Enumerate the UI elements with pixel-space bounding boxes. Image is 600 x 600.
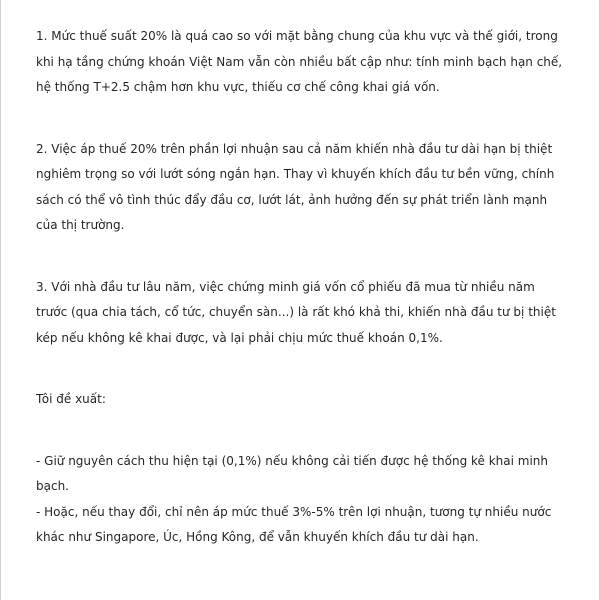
paragraph-2-line-2: nghiêm trọng so với lướt sóng ngắn hạn. Thay vì khuyến khích đầu tư bền vững, chính [36, 167, 555, 181]
proposal-item-2-line-1: - Hoặc, nếu thay đổi, chỉ nên áp mức thuế 3%-5% trên lợi nhuận, tương tự nhiều nước [36, 504, 552, 519]
paragraph-2-line-4: của thị trường. [36, 218, 125, 232]
paragraph-3 [36, 275, 581, 352]
proposal-item-2 [36, 500, 581, 551]
paragraph-1-line-1: 1. Mức thuế suất 20% là quá cao so với mặt bằng chung của khu vực và thế giới, trong [36, 29, 558, 43]
proposal-heading [36, 387, 581, 413]
proposal-item-1-line-1: - Giữ nguyên cách thu hiện tại (0,1%) nếu không cải tiến được hệ thống kê khai minh [36, 453, 549, 468]
paragraph-2-line-3: sách có thể vô tình thúc đẩy đầu cơ, lướt lát, ảnh hưởng đến sự phát triển lành mạnh [36, 192, 548, 207]
proposal-item-1-line-2: bạch. [36, 479, 69, 493]
paragraph-1 [36, 24, 581, 101]
paragraph-spacer [36, 239, 581, 275]
paragraph-spacer [36, 101, 581, 137]
paragraph-2 [36, 137, 581, 239]
paragraph-spacer [36, 351, 581, 387]
paragraph-2-line-1: 2. Việc áp thuế 20% trên phần lợi nhuận sau cả năm khiến nhà đầu tư dài hạn bị thiệt [36, 141, 553, 156]
paragraph-1-line-2: khi hạ tầng chứng khoán Việt Nam vẫn còn nhiều bất cập như: tính minh bạch hạn chế, [36, 54, 563, 69]
proposal-item-2-line-2: khác như Singapore, Úc, Hồng Kông, để vẫn khuyến khích đầu tư dài hạn. [36, 530, 479, 544]
paragraph-3-line-1: 3. Với nhà đầu tư lâu năm, việc chứng minh giá vốn cổ phiếu đã mua từ nhiều năm [36, 279, 535, 294]
paragraph-3-line-2: trước (qua chia tách, cổ tức, chuyển sàn...) là rất khó khả thi, khiến nhà đầu tư bị thiệt [36, 305, 556, 319]
paragraph-spacer [36, 413, 581, 449]
paragraph-1-line-3: hệ thống T+2.5 chậm hơn khu vực, thiếu cơ chế công khai giá vốn. [36, 80, 440, 94]
document-body [36, 24, 581, 551]
paragraph-3-line-3: kép nếu không kê khai được, và lại phải chịu mức thuế khoán 0,1%. [36, 330, 443, 345]
proposal-item-1 [36, 449, 581, 500]
proposal-heading-text: Tôi đề xuất: [36, 392, 106, 406]
